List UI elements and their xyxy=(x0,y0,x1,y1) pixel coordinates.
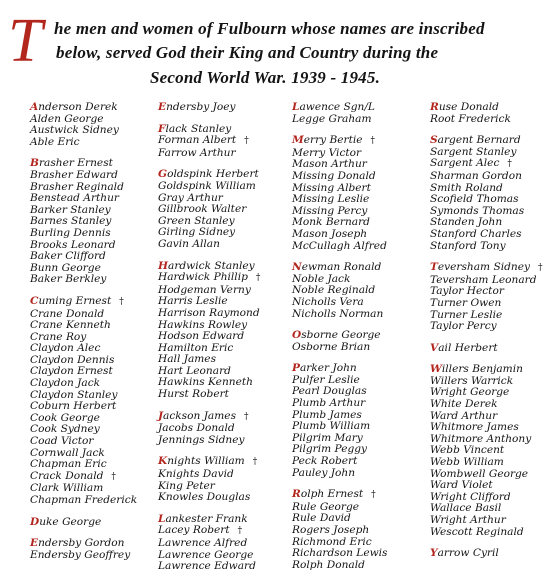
name-group xyxy=(292,363,387,479)
name-group xyxy=(30,102,137,148)
inscribed-name: Symonds Thomas xyxy=(430,204,525,217)
memorial-cross-icon: † xyxy=(244,136,249,147)
inscribed-name: Benstead Arthur xyxy=(30,192,119,205)
group-initial: A xyxy=(30,101,39,113)
inscribed-name: Harrison Raymond xyxy=(158,306,260,319)
inscribed-name: Missing Albert xyxy=(292,181,371,194)
inscribed-name: Legge Graham xyxy=(292,112,372,125)
inscribed-name: Pilgrim Peggy xyxy=(292,443,368,456)
group-initial: E xyxy=(158,101,167,113)
inscribed-name: Hardwick Phillip † xyxy=(158,271,261,284)
inscribed-name: Missing Percy xyxy=(292,204,368,217)
group-initial: C xyxy=(30,294,39,307)
name-group xyxy=(292,330,387,353)
inscribed-name: Harris Leslie xyxy=(158,295,228,308)
inscribed-name: Sargent Bernard xyxy=(430,134,521,147)
inscribed-name: Wright George xyxy=(430,386,510,399)
group-initial: V xyxy=(430,341,439,354)
name-group xyxy=(292,135,387,252)
memorial-cross-icon: † xyxy=(255,273,261,284)
group-initial: Y xyxy=(430,547,438,560)
group-initial: E xyxy=(30,537,39,550)
inscribed-name: White Derek xyxy=(430,398,498,411)
inscribed-name: Missing Leslie xyxy=(292,193,370,206)
inscribed-name: Standen John xyxy=(430,216,503,229)
name-group xyxy=(158,261,260,401)
group-initial: S xyxy=(430,134,438,147)
inscribed-name: King Peter xyxy=(158,479,215,492)
inscribed-name: Wescott Reginald xyxy=(430,525,524,538)
inscribed-name: Sargent Alec † xyxy=(430,157,512,170)
name-column-1 xyxy=(30,102,137,571)
name-group xyxy=(158,456,260,503)
inscribed-name: Burling Dennis xyxy=(30,226,111,239)
inscribed-name: Claydon Jack xyxy=(30,377,101,390)
inscribed-name: Goldspink William xyxy=(158,179,256,192)
group-initial: L xyxy=(158,512,166,525)
inscribed-name: Clark William xyxy=(30,482,104,495)
inscribed-name: Ward Arthur xyxy=(430,409,498,422)
name-group xyxy=(430,135,542,252)
inscribed-name: Brasher Ernest xyxy=(30,157,113,170)
inscribed-name: Webb Vincent xyxy=(430,444,505,457)
inscribed-name: Peck Robert xyxy=(292,455,358,468)
name-group xyxy=(292,262,387,320)
inscribed-name: Lawrence George xyxy=(158,548,254,561)
name-column-3 xyxy=(292,102,387,581)
inscribed-name: Brooks Leonard xyxy=(30,238,116,251)
inscribed-name: Osborne Brian xyxy=(292,340,371,353)
memorial-cross-icon: † xyxy=(371,490,376,501)
name-column-2 xyxy=(158,102,260,583)
inscribed-name: Claydon Ernest xyxy=(30,365,113,378)
memorial-cross-icon: † xyxy=(119,296,124,307)
inscribed-name: Lawrence Alfred xyxy=(158,537,248,549)
memorial-cross-icon: † xyxy=(111,471,116,482)
inscribed-name: Knowles Douglas xyxy=(158,491,251,504)
inscribed-name: Alden George xyxy=(30,112,104,125)
inscribed-name: Pauley John xyxy=(292,466,356,479)
inscribed-name: Ruse Donald xyxy=(430,101,499,113)
inscribed-name: Endersby Joey xyxy=(158,101,236,113)
inscribed-name: Wallace Basil xyxy=(430,502,502,515)
name-group xyxy=(430,102,542,125)
inscribed-name: Rolph Donald xyxy=(292,558,365,571)
inscribed-name: Mason Arthur xyxy=(292,158,367,171)
inscribed-name: Green Stanley xyxy=(158,214,235,227)
inscribed-name: Stanford Charles xyxy=(430,227,522,240)
memorial-cross-icon: † xyxy=(537,263,543,274)
inscribed-name: Crane Donald xyxy=(30,307,105,320)
inscribed-name: Merry Victor xyxy=(292,146,362,159)
group-initial: R xyxy=(292,488,301,501)
inscribed-name: Hurst Robert xyxy=(158,388,229,401)
inscribed-name: Plumb Arthur xyxy=(292,397,366,410)
inscribed-name: Crane Roy xyxy=(30,330,87,343)
inscribed-name: Jacobs Donald xyxy=(158,422,235,435)
inscribed-name: Rolph Ernest † xyxy=(292,488,376,501)
group-initial: B xyxy=(30,157,39,170)
inscribed-name: Rule David xyxy=(292,512,351,525)
inscribed-name: Turner Leslie xyxy=(430,308,503,321)
inscribed-name: Nicholls Norman xyxy=(292,307,384,320)
name-group xyxy=(158,411,260,447)
memorial-cross-icon: † xyxy=(507,159,512,170)
group-initial: M xyxy=(292,134,304,147)
inscribed-name: Missing Donald xyxy=(292,169,376,182)
inscribed-name: Lankester Frank xyxy=(158,512,248,525)
name-group xyxy=(292,102,387,125)
inscribed-name: Yarrow Cyril xyxy=(430,547,499,560)
inscribed-name: Cuming Ernest † xyxy=(30,294,124,307)
inscribed-name: Crane Kenneth xyxy=(30,319,111,332)
heading-line-2: below, served God their King and Country during the xyxy=(56,43,439,62)
inscribed-name: Stanford Tony xyxy=(430,239,506,252)
inscribed-name: Hodson Edward xyxy=(158,330,245,343)
inscribed-name: Rule George xyxy=(292,500,360,513)
inscribed-name: Girling Sidney xyxy=(158,226,236,239)
inscribed-name: Hodgeman Verny xyxy=(158,283,251,296)
inscribed-name: Pulfer Leslie xyxy=(292,373,360,386)
inscribed-name: Lawrence Edward xyxy=(158,560,256,573)
inscribed-name: Richmond Eric xyxy=(292,535,372,548)
inscribed-name: Claydon Alec xyxy=(30,342,101,355)
group-initial: J xyxy=(158,409,164,422)
inscribed-name: Knights David xyxy=(158,468,234,481)
inscribed-name: Coburn Herbert xyxy=(30,400,117,413)
group-initial: W xyxy=(430,363,442,376)
group-initial: N xyxy=(292,261,302,274)
inscribed-name: Gray Arthur xyxy=(158,191,223,204)
inscribed-name: Austwick Sidney xyxy=(30,124,119,137)
inscribed-name: Nicholls Vera xyxy=(292,295,364,308)
name-group xyxy=(430,548,542,560)
inscribed-name: Teversham Sidney † xyxy=(430,261,543,274)
inscribed-name: Lacey Robert † xyxy=(158,524,243,537)
inscribed-name: Able Eric xyxy=(30,135,80,148)
name-group xyxy=(158,169,260,250)
inscribed-name: Brasher Reginald xyxy=(30,180,124,193)
inscribed-name: Whitmore James xyxy=(430,421,519,434)
inscribed-name: Pearl Douglas xyxy=(292,385,367,398)
inscribed-name: Cook George xyxy=(30,411,100,424)
inscribed-name: Ward Violet xyxy=(430,479,493,492)
inscribed-name: Parker John xyxy=(292,362,357,375)
inscribed-name: Hart Leonard xyxy=(158,364,231,377)
inscribed-name: Mason Joseph xyxy=(292,227,368,240)
inscribed-name: Smith Roland xyxy=(430,181,503,194)
group-initial: T xyxy=(430,261,438,274)
name-group xyxy=(30,158,137,286)
name-group xyxy=(158,102,260,114)
inscribed-name: Goldspink Herbert xyxy=(158,168,259,181)
inscribed-name: Lawence Sgn/L xyxy=(292,101,375,113)
inscribed-name: Wright Clifford xyxy=(430,490,511,503)
name-column-4 xyxy=(430,102,542,570)
inscribed-name: Flack Stanley xyxy=(158,122,232,135)
inscribed-name: Forman Albert † xyxy=(158,134,249,147)
inscribed-name: Crack Donald † xyxy=(30,469,116,482)
inscribed-name: Taylor Hector xyxy=(430,285,504,298)
inscribed-name: Monk Bernard xyxy=(292,216,370,229)
name-group xyxy=(30,296,137,507)
memorial-cross-icon: † xyxy=(370,136,376,147)
inscribed-name: McCullagh Alfred xyxy=(292,239,387,252)
name-group xyxy=(158,514,260,573)
name-group xyxy=(158,124,260,160)
inscribed-name: Whitmore Anthony xyxy=(430,432,532,445)
inscribed-name: Scofield Thomas xyxy=(430,193,519,206)
inscribed-name: Hawkins Rowley xyxy=(158,318,248,331)
inscribed-name: Newman Ronald xyxy=(292,261,382,274)
inscribed-name: Endersby Geoffrey xyxy=(30,548,131,561)
inscribed-name: Osborne George xyxy=(292,329,381,342)
inscribed-name: Gavin Allan xyxy=(158,237,220,250)
inscribed-name: Jennings Sidney xyxy=(158,433,245,446)
inscribed-name: Hamilton Eric xyxy=(158,341,234,354)
inscribed-name: Barnes Stanley xyxy=(30,215,112,228)
group-initial: K xyxy=(158,455,168,468)
group-initial: L xyxy=(292,101,300,113)
inscribed-name: Wombwell George xyxy=(430,467,529,480)
inscribed-name: Noble Jack xyxy=(292,272,351,285)
inscribed-name: Wright Arthur xyxy=(430,514,506,526)
name-group xyxy=(430,262,542,333)
inscribed-name: Root Frederick xyxy=(430,112,511,125)
inscribed-name: Baker Berkley xyxy=(30,273,107,286)
inscribed-name: Webb William xyxy=(430,456,504,469)
name-group xyxy=(430,364,542,538)
inscribed-name: Gillbrook Walter xyxy=(158,203,247,216)
name-group xyxy=(430,343,542,355)
inscribed-name: Taylor Percy xyxy=(430,320,497,333)
memorial-heading xyxy=(6,7,551,96)
memorial-cross-icon: † xyxy=(237,526,243,537)
inscribed-name: Noble Reginald xyxy=(292,284,376,297)
inscribed-name: Bunn George xyxy=(30,261,101,274)
inscribed-name: Endersby Gordon xyxy=(30,537,125,550)
inscribed-name: Plumb James xyxy=(292,408,362,421)
inscribed-name: Hardwick Stanley xyxy=(158,259,255,272)
group-initial: R xyxy=(430,101,439,113)
memorial-cross-icon: † xyxy=(252,457,258,468)
inscribed-name: Chapman Frederick xyxy=(30,494,138,506)
inscribed-name: Baker Clifford xyxy=(30,250,106,263)
group-initial: F xyxy=(158,122,166,135)
heading-line-3: Second World War. 1939 - 1945. xyxy=(150,68,381,87)
group-initial: D xyxy=(30,515,40,528)
inscribed-name: Duke George xyxy=(30,515,102,528)
group-initial: O xyxy=(292,329,302,342)
name-group xyxy=(292,489,387,571)
inscribed-name: Willers Benjamin xyxy=(430,363,523,376)
inscribed-name: Chapman Eric xyxy=(30,458,107,471)
name-group xyxy=(30,517,137,529)
inscribed-name: Brasher Edward xyxy=(30,168,118,181)
name-group xyxy=(30,538,137,561)
inscribed-name: Sargent Stanley xyxy=(430,145,517,158)
inscribed-name: Hall James xyxy=(158,353,217,366)
group-initial: H xyxy=(158,259,169,272)
memorial-cross-icon: † xyxy=(244,411,249,422)
group-initial: G xyxy=(158,168,168,181)
inscribed-name: Coad Victor xyxy=(30,435,94,448)
inscribed-name: Pilgrim Mary xyxy=(292,431,363,444)
inscribed-name: Farrow Arthur xyxy=(158,146,236,159)
inscribed-name: Barker Stanley xyxy=(30,203,111,216)
inscribed-name: Claydon Dennis xyxy=(30,353,115,366)
inscribed-name: Turner Owen xyxy=(430,296,502,309)
inscribed-name: Sharman Gordon xyxy=(430,169,522,182)
inscribed-name: Willers Warrick xyxy=(430,374,514,387)
inscribed-name: Richardson Lewis xyxy=(292,547,388,560)
inscribed-name: Vail Herbert xyxy=(430,341,498,354)
inscribed-name: Cook Sydney xyxy=(30,423,100,436)
inscribed-name: Claydon Stanley xyxy=(30,388,118,401)
inscribed-name: Rogers Joseph xyxy=(292,524,370,536)
inscribed-name: Jackson James † xyxy=(158,409,249,422)
inscribed-name: Anderson Derek xyxy=(30,101,118,113)
group-initial: P xyxy=(292,362,300,375)
inscribed-name: Plumb William xyxy=(292,420,371,433)
inscribed-name: Cornwall Jack xyxy=(30,446,105,459)
heading-line-1: he men and women of Fulbourn whose names are inscribed xyxy=(54,19,485,38)
inscribed-name: Knights William † xyxy=(158,455,258,468)
inscribed-name: Teversham Leonard xyxy=(430,273,537,286)
inscribed-name: Hawkins Kenneth xyxy=(158,376,253,389)
decorated-initial: T xyxy=(8,7,43,75)
inscribed-name: Merry Bertie † xyxy=(292,134,376,147)
